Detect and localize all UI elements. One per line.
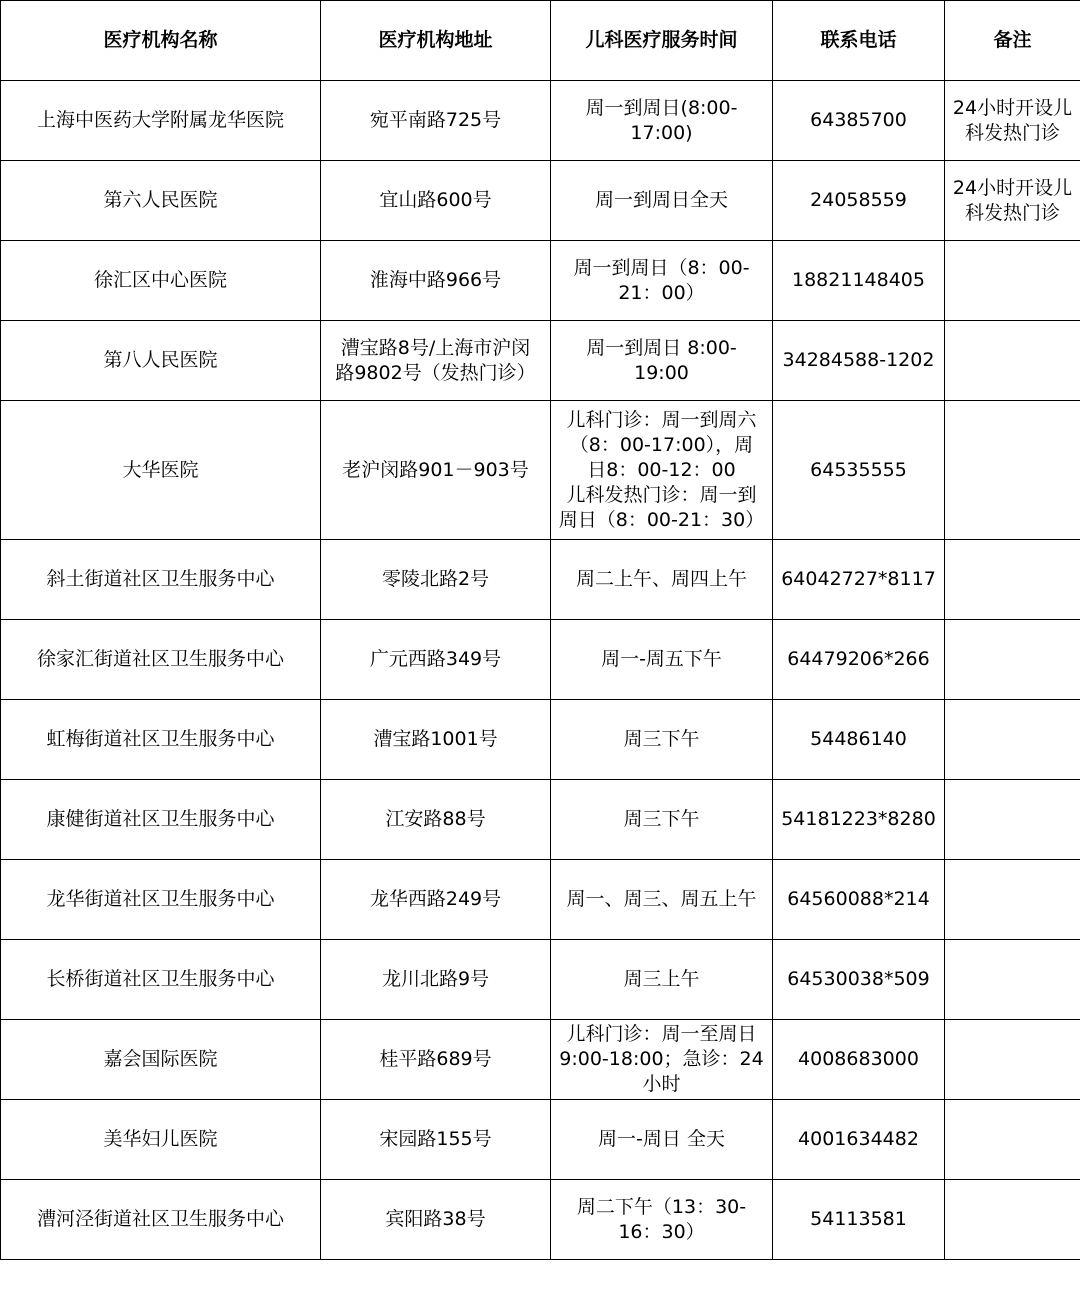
cell-address: 零陵北路2号: [321, 540, 551, 620]
table-row: [1, 620, 1080, 700]
header-hours: 儿科医疗服务时间: [551, 1, 773, 81]
cell-hours: 周一到周日全天: [551, 161, 773, 241]
header-name: 医疗机构名称: [1, 1, 321, 81]
cell-phone: 64560088*214: [773, 860, 945, 940]
cell-note: [945, 1100, 1080, 1180]
table-row: [1, 1100, 1080, 1180]
cell-note: [945, 940, 1080, 1020]
cell-phone: 64385700: [773, 81, 945, 161]
table-row: [1, 161, 1080, 241]
table-row: [1, 780, 1080, 860]
cell-address: 广元西路349号: [321, 620, 551, 700]
cell-note: [945, 1180, 1080, 1260]
cell-phone: 64042727*8117: [773, 540, 945, 620]
cell-name: 虹梅街道社区卫生服务中心: [1, 700, 321, 780]
header-note: 备注: [945, 1, 1080, 81]
header-row: [1, 1, 1080, 81]
cell-name: 第六人民医院: [1, 161, 321, 241]
table-row: [1, 81, 1080, 161]
cell-phone: 34284588-1202: [773, 321, 945, 401]
cell-address: 桂平路689号: [321, 1020, 551, 1100]
table-row: [1, 700, 1080, 780]
cell-hours: 周一、周三、周五上午: [551, 860, 773, 940]
cell-note: [945, 241, 1080, 321]
cell-address: 龙华西路249号: [321, 860, 551, 940]
cell-phone: 4008683000: [773, 1020, 945, 1100]
cell-name: 徐汇区中心医院: [1, 241, 321, 321]
cell-name: 徐家汇街道社区卫生服务中心: [1, 620, 321, 700]
cell-address: 淮海中路966号: [321, 241, 551, 321]
cell-address: 江安路88号: [321, 780, 551, 860]
cell-address: 宋园路155号: [321, 1100, 551, 1180]
cell-address: 宜山路600号: [321, 161, 551, 241]
cell-name: 上海中医药大学附属龙华医院: [1, 81, 321, 161]
cell-phone: 54181223*8280: [773, 780, 945, 860]
cell-note: 24小时开设儿 科发热门诊: [945, 81, 1080, 161]
cell-name: 美华妇儿医院: [1, 1100, 321, 1180]
table-row: [1, 1020, 1080, 1100]
cell-name: 长桥街道社区卫生服务中心: [1, 940, 321, 1020]
cell-hours: 儿科门诊：周一到周六 （8：00-17:00），周 日8：00-12：00 儿科发热门诊：周一到 周日（8：00-21：30）: [551, 401, 773, 540]
cell-note: [945, 780, 1080, 860]
cell-hours: 周三上午: [551, 940, 773, 1020]
cell-name: 漕河泾街道社区卫生服务中心: [1, 1180, 321, 1260]
cell-address: 龙川北路9号: [321, 940, 551, 1020]
table-row: [1, 321, 1080, 401]
cell-hours: 周二下午（13：30- 16：30）: [551, 1180, 773, 1260]
cell-hours: 周二上午、周四上午: [551, 540, 773, 620]
header-phone: 联系电话: [773, 1, 945, 81]
cell-phone: 18821148405: [773, 241, 945, 321]
cell-phone: 64535555: [773, 401, 945, 540]
cell-note: [945, 540, 1080, 620]
table-row: [1, 860, 1080, 940]
cell-address: 宾阳路38号: [321, 1180, 551, 1260]
table-row: [1, 241, 1080, 321]
table-row: [1, 401, 1080, 540]
cell-address: 漕宝路8号/上海市沪闵 路9802号（发热门诊）: [321, 321, 551, 401]
cell-phone: 4001634482: [773, 1100, 945, 1180]
cell-hours: 周三下午: [551, 780, 773, 860]
cell-name: 康健街道社区卫生服务中心: [1, 780, 321, 860]
table-row: [1, 1180, 1080, 1260]
cell-address: 宛平南路725号: [321, 81, 551, 161]
cell-note: [945, 401, 1080, 540]
table-row: [1, 540, 1080, 620]
cell-name: 大华医院: [1, 401, 321, 540]
cell-phone: 64530038*509: [773, 940, 945, 1020]
table-row: [1, 940, 1080, 1020]
cell-note: 24小时开设儿 科发热门诊: [945, 161, 1080, 241]
cell-note: [945, 620, 1080, 700]
cell-phone: 54486140: [773, 700, 945, 780]
cell-hours: 周一到周日(8:00- 17:00): [551, 81, 773, 161]
cell-name: 嘉会国际医院: [1, 1020, 321, 1100]
cell-note: [945, 700, 1080, 780]
cell-phone: 64479206*266: [773, 620, 945, 700]
cell-hours: 周一-周日 全天: [551, 1100, 773, 1180]
cell-hours: 周三下午: [551, 700, 773, 780]
cell-phone: 54113581: [773, 1180, 945, 1260]
header-address: 医疗机构地址: [321, 1, 551, 81]
cell-address: 漕宝路1001号: [321, 700, 551, 780]
cell-name: 第八人民医院: [1, 321, 321, 401]
cell-hours: 周一到周日（8：00- 21：00）: [551, 241, 773, 321]
cell-name: 龙华街道社区卫生服务中心: [1, 860, 321, 940]
cell-note: [945, 1020, 1080, 1100]
cell-hours: 周一-周五下午: [551, 620, 773, 700]
cell-phone: 24058559: [773, 161, 945, 241]
cell-hours: 周一到周日 8:00- 19:00: [551, 321, 773, 401]
cell-name: 斜土街道社区卫生服务中心: [1, 540, 321, 620]
cell-note: [945, 321, 1080, 401]
cell-address: 老沪闵路901－903号: [321, 401, 551, 540]
cell-hours: 儿科门诊：周一至周日 9:00-18:00；急诊：24 小时: [551, 1020, 773, 1100]
cell-note: [945, 860, 1080, 940]
